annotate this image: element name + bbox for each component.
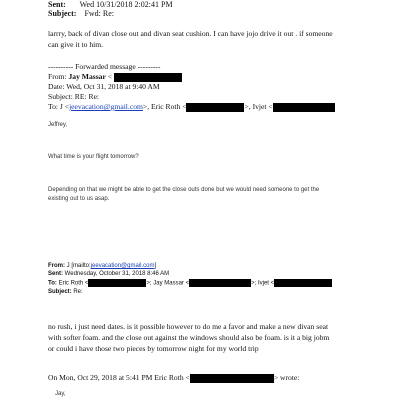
j-line1: no rush, i just need dates. is it possible however to do me a favor and make a new divan seat	[48, 322, 329, 331]
forward-divider: ---------- Forwarded message ---------	[48, 62, 161, 71]
forward-from-lt: <	[107, 72, 113, 81]
quoted-from-email-link[interactable]: jeevacation@gmail.com	[90, 263, 155, 269]
quoted-from-label: From:	[48, 263, 65, 269]
j-line3: or could i have those two pieces by tomorrow night for my world trip	[48, 344, 259, 353]
sent-value: Wed 10/31/2018 2:02:41 PM	[79, 0, 173, 9]
redaction-block	[273, 103, 335, 112]
quoted-sent-label: Sent:	[48, 271, 63, 277]
sent-label: Sent:	[48, 0, 66, 9]
redaction-block	[189, 279, 251, 287]
quoted-subject-label: Subject:	[48, 289, 72, 295]
forward-from-name: Jay Massar	[68, 72, 106, 81]
forward-date: Date: Wed, Oct 31, 2018 at 9:40 AM	[48, 82, 160, 91]
top-header-subject	[48, 9, 114, 18]
eric-on-pre: On Mon, Oct 29, 2018 at 5:41 PM Eric Roth <	[48, 373, 190, 382]
jay-greeting: Jeffrey,	[48, 122, 68, 128]
jay-para-line1: Depending on that we might be able to get the close outs done but we would need someone to get the	[48, 187, 320, 193]
forward-to-rest1: >, Eric Roth <	[142, 102, 187, 111]
redaction-block	[190, 374, 274, 383]
quoted-subject	[48, 288, 83, 296]
forward-subject: Subject: RE: Re:	[48, 92, 100, 101]
forward-from	[48, 72, 182, 82]
quoted-from-pre: J [mailto:	[66, 263, 91, 269]
quoted-to-v1: Eric Roth <	[58, 280, 89, 287]
quoted-sent	[48, 270, 169, 278]
forward-to-label: To: J <	[48, 102, 70, 111]
jay-para-line2: existing out to us asap.	[48, 196, 110, 202]
quoted-sent-value: Wednesday, October 31, 2018 8:46 AM	[64, 271, 170, 277]
redaction-block	[88, 279, 146, 287]
quoted-to	[48, 279, 332, 288]
eric-on-line	[48, 373, 299, 383]
quoted-from-post: ]	[154, 263, 157, 269]
subject-value: Fwd: Re:	[84, 9, 115, 18]
quoted-to-v2: >; Jay Massar <	[146, 280, 190, 287]
quoted-to-v3: >; Ivjet <	[251, 280, 275, 287]
forward-to-email-link[interactable]: jeevacation@gmail.com	[69, 102, 143, 111]
redaction-block	[274, 279, 332, 287]
quoted-from	[48, 262, 156, 270]
message1-line2: can give it to him.	[48, 40, 104, 49]
top-header-sent	[48, 0, 173, 9]
quoted-subject-value: Re:	[73, 289, 83, 295]
jay-question: What time is your flight tomorrow?	[48, 154, 139, 160]
j-line2: with softer foam. and the close out against the windows should also be foam. is it a big jobm	[48, 333, 330, 342]
forward-from-label: From:	[48, 72, 67, 81]
eric-greeting: Jay,	[55, 391, 66, 397]
redaction-block	[114, 73, 182, 82]
message1-line1: larrry, back of divan close out and divan seat cushion. I can have jojo drive it out . if someone	[48, 29, 333, 38]
redaction-block	[186, 103, 244, 112]
quoted-to-label: To:	[48, 280, 57, 287]
forward-to-rest2: >, Ivjet <	[244, 102, 273, 111]
forward-to	[48, 102, 335, 112]
subject-label: Subject:	[48, 9, 77, 18]
eric-on-post: > wrote:	[273, 373, 300, 382]
